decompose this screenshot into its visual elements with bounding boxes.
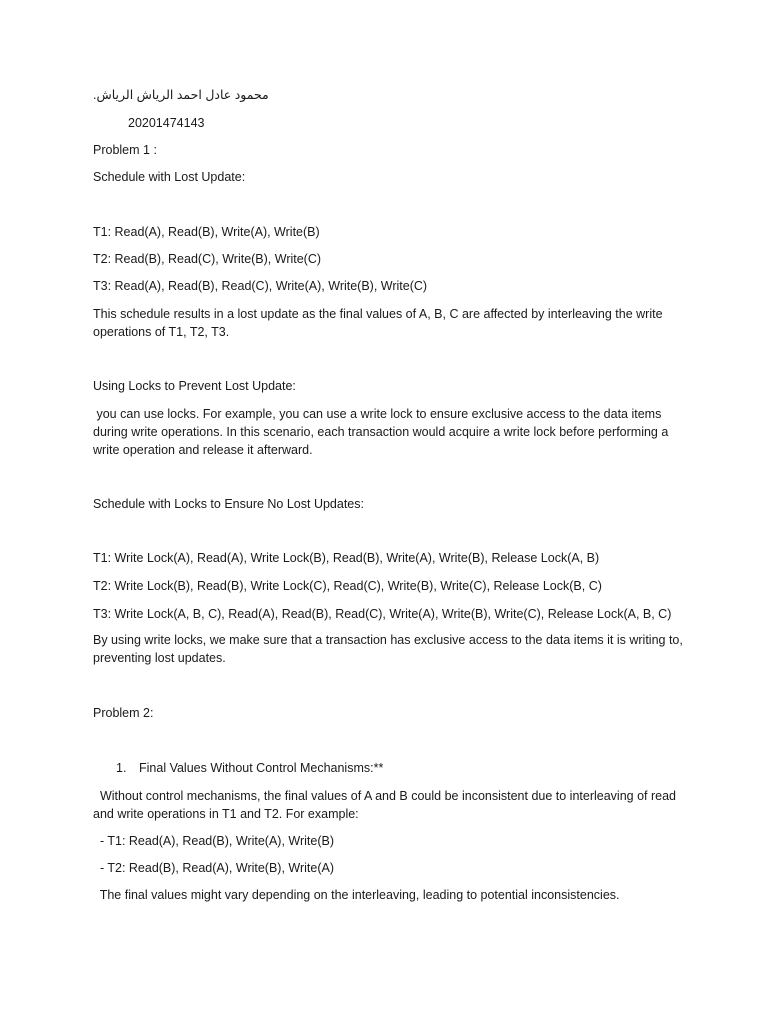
student-id: 20201474143 [128, 116, 205, 130]
locked-schedule-t2: T2: Write Lock(B), Read(B), Write Lock(C), Read(C), Write(B), Write(C), Release Lock(B, C) [93, 579, 602, 593]
lost-update-heading: Schedule with Lost Update: [93, 170, 246, 184]
locked-schedule-heading: Schedule with Locks to Ensure No Lost Updates: [93, 497, 364, 511]
locks-heading: Using Locks to Prevent Lost Update: [93, 379, 296, 393]
locks-explanation: you can use locks. For example, you can use a write lock to ensure exclusive access to the data items during write operations. In this scenario, each transaction would acquire a write lock before performing a write operation and release it afterward. [93, 407, 672, 457]
schedule-t3: T3: Read(A), Read(B), Read(C), Write(A), Write(B), Write(C) [93, 279, 428, 293]
problem2-title: Problem 2: [93, 706, 154, 720]
list-item-number: 1. [116, 761, 127, 775]
item1-explanation: Without control mechanisms, the final values of A and B could be inconsistent due to interleaving of read and write operations in T1 and T2. For example: [93, 789, 680, 821]
locked-schedule-t1: T1: Write Lock(A), Read(A), Write Lock(B), Read(B), Write(A), Write(B), Release Lock(A, B) [93, 551, 600, 565]
example-t2: - T2: Read(B), Read(A), Write(B), Write(A) [93, 861, 335, 875]
lost-update-explanation: This schedule results in a lost update as the final values of A, B, C are affected by interleaving the write operations of T1, T2, T3. [93, 307, 663, 339]
schedule-t1: T1: Read(A), Read(B), Write(A), Write(B) [93, 225, 320, 239]
locked-schedule-t3: T3: Write Lock(A, B, C), Read(A), Read(B), Read(C), Write(A), Write(B), Write(C), Release Lock(A, B, C) [93, 607, 672, 621]
author-name: محمود عادل احمد الرياش الرياش. [93, 88, 269, 102]
problem2-conclusion: The final values might vary depending on the interleaving, leading to potential inconsistencies. [93, 888, 620, 902]
problem1-title: Problem 1 : [93, 143, 157, 157]
list-item-title: Final Values Without Control Mechanisms:** [139, 761, 384, 775]
example-t1: - T1: Read(A), Read(B), Write(A), Write(B) [93, 834, 335, 848]
locks-conclusion: By using write locks, we make sure that a transaction has exclusive access to the data items it is writing to, preventing lost updates. [93, 633, 683, 665]
schedule-t2: T2: Read(B), Read(C), Write(B), Write(C) [93, 252, 322, 266]
